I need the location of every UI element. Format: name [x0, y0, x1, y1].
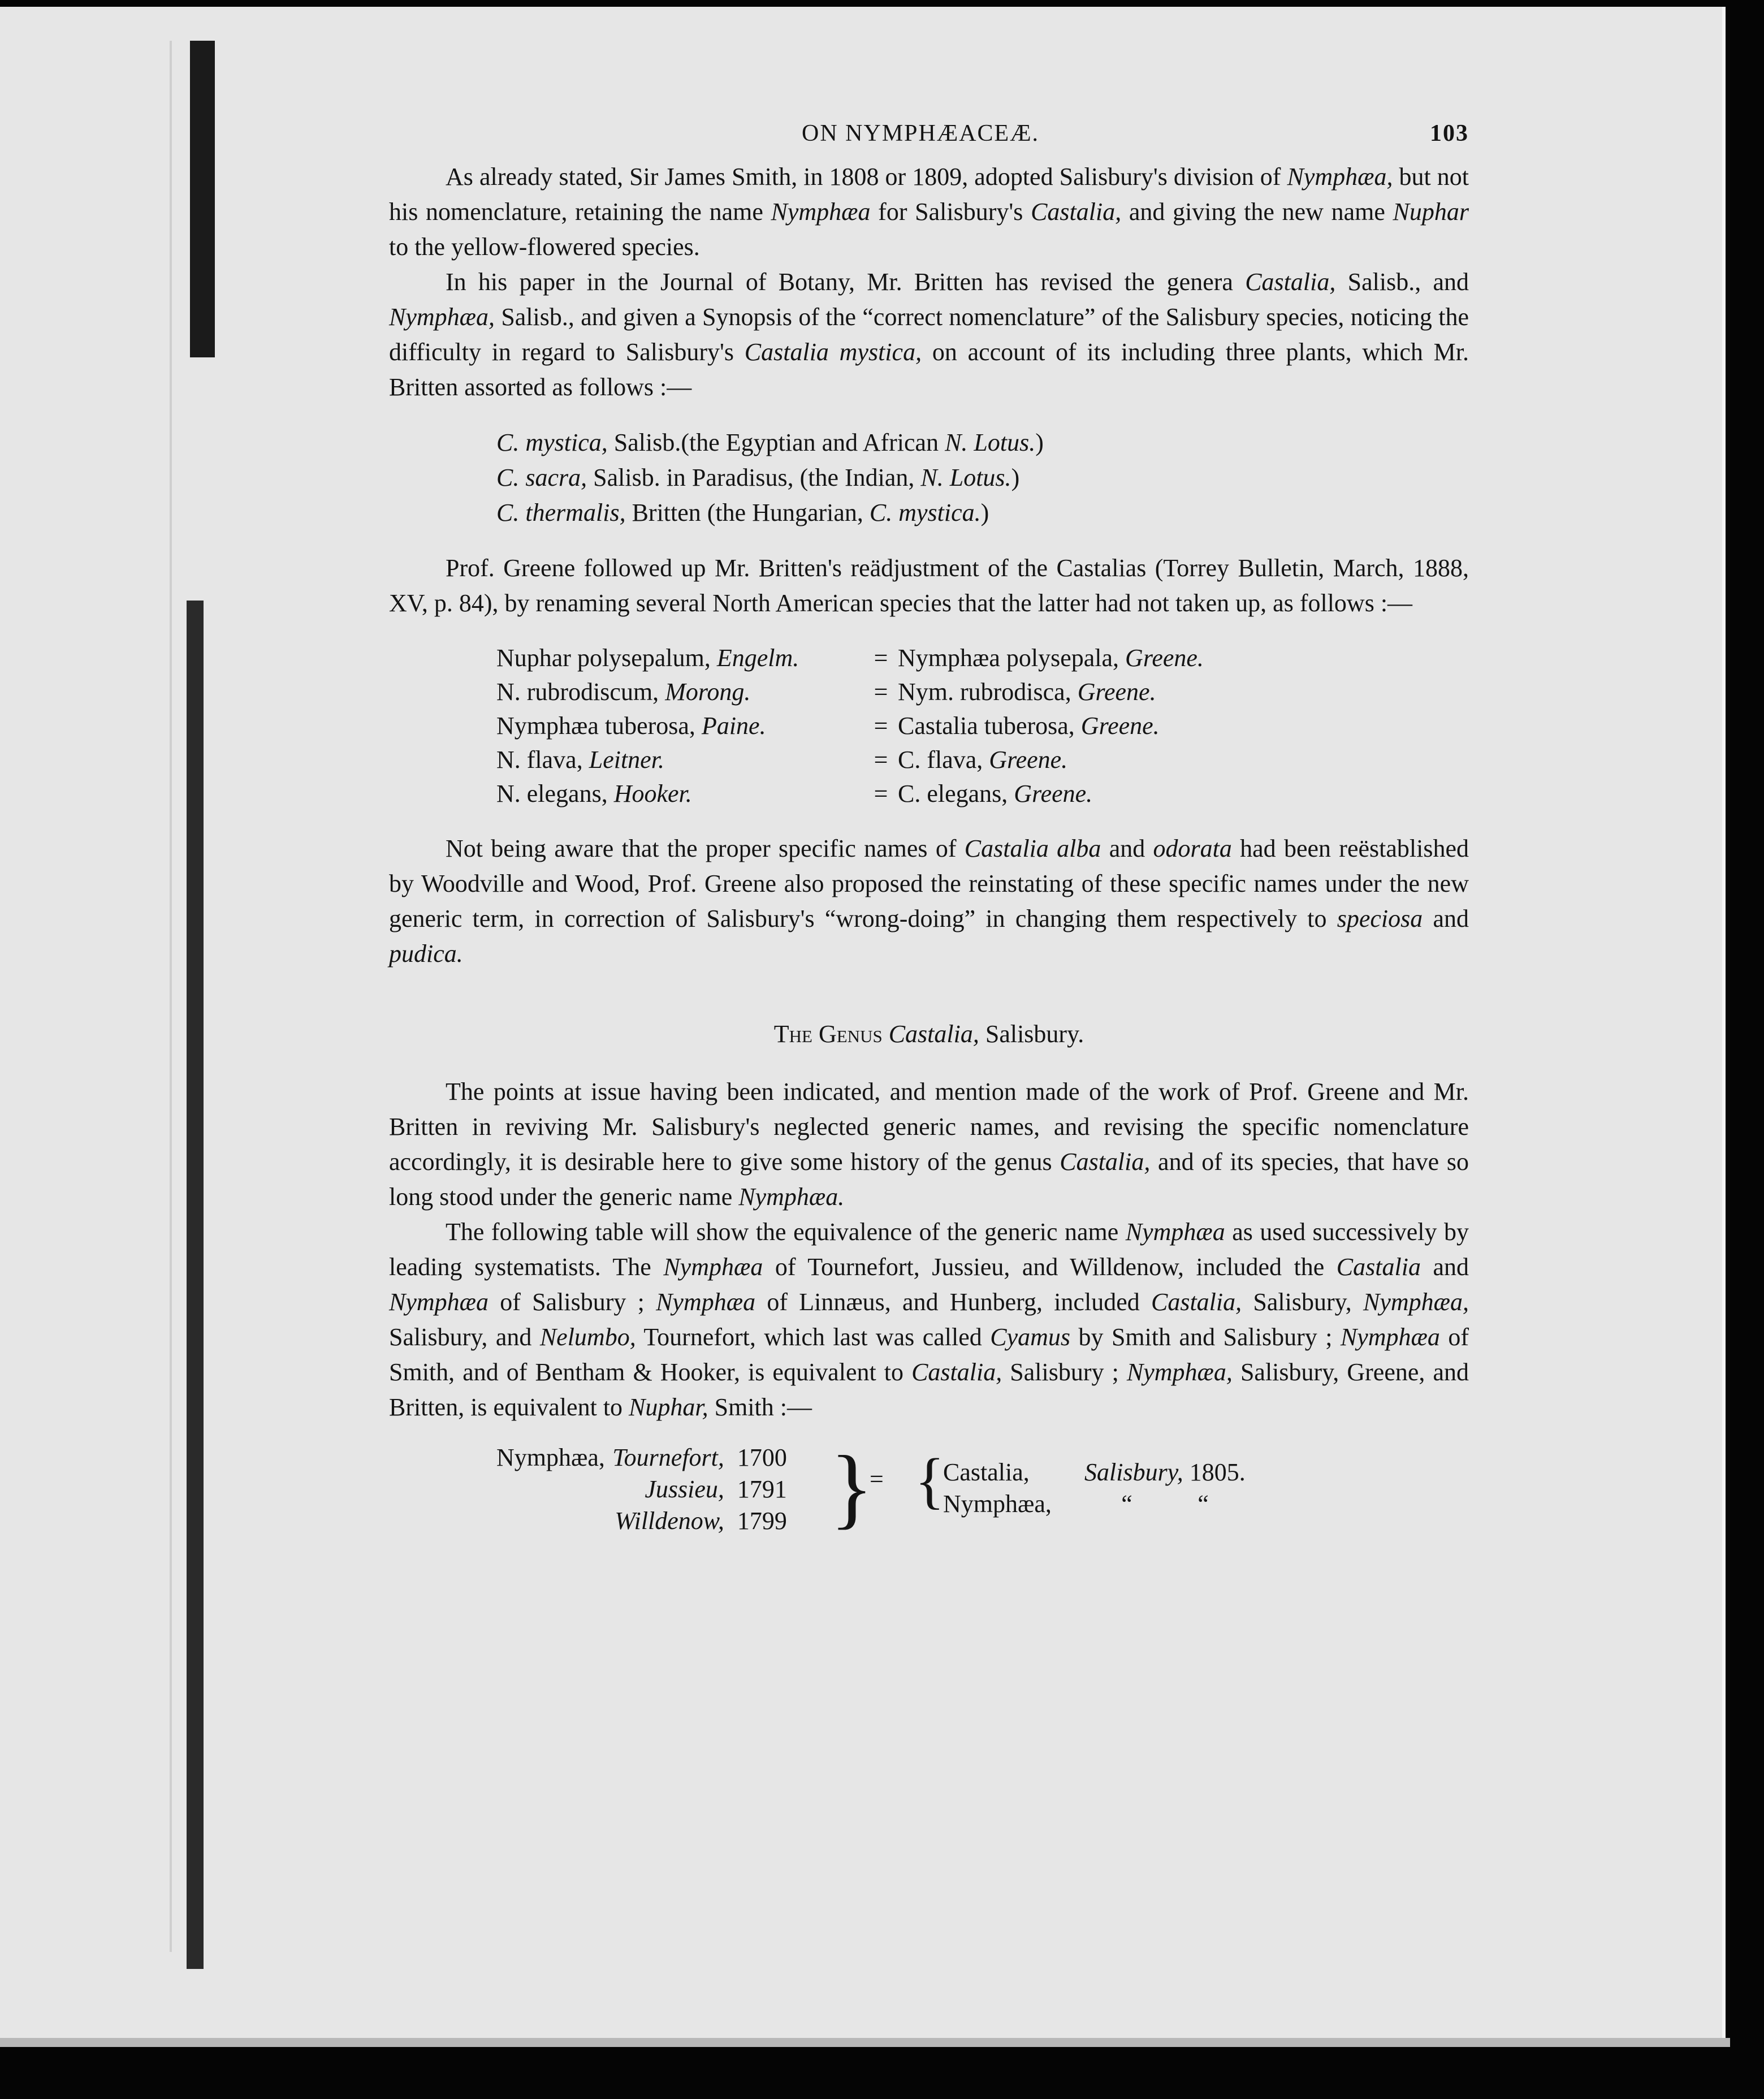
genus-left-column	[496, 1442, 787, 1537]
page-sheet	[0, 7, 1726, 2040]
section-heading: The Genus Castalia, Salisbury.	[773, 1020, 1084, 1048]
equals-sign: =	[870, 1465, 884, 1493]
paragraph-specific-names: Not being aware that the proper specific names of Castalia alba and odorata had been reëstablished by Woodville and Wood, Prof. Greene also proposed the reinstating of these specific names under the new generic term, in correction of Salisbury's “wrong-doing” in changing them respectively to speciosa and pudica.	[389, 835, 1469, 968]
table-row: N. elegans, Hooker. = C. elegans, Greene.	[496, 780, 1093, 807]
list-item: Nymphæa, Tournefort, 1700	[496, 1444, 787, 1471]
running-header	[389, 120, 1469, 159]
table-row: N. rubrodiscum, Morong. = Nym. rubrodisca, Greene.	[496, 678, 1156, 706]
list-item: C. thermalis, Britten (the Hungarian, C. mystica.)	[496, 499, 989, 526]
binding-gutter-lower	[187, 601, 204, 1969]
page-fold-line	[170, 41, 172, 1952]
genus-right-column	[943, 1457, 1246, 1520]
list-item: Willdenow, 1799	[615, 1507, 787, 1535]
page-number: 103	[1430, 120, 1469, 146]
paragraph-greene: Prof. Greene followed up Mr. Britten's reädjustment of the Castalias (Torrey Bulletin, March, 1888, XV, p. 84), by renaming several North American species that the latter had not taken up, as follows :—	[389, 554, 1469, 617]
list-item: C. mystica, Salisb.(the Egyptian and African N. Lotus.)	[496, 429, 1044, 456]
left-brace-glyph: {	[915, 1446, 945, 1515]
table-row: Nymphæa tuberosa, Paine. = Castalia tuberosa, Greene.	[496, 712, 1160, 740]
paragraph-smith: As already stated, Sir James Smith, in 1808 or 1809, adopted Salisbury's division of Nymphæa, but not his nomenclature, retaining the name Nymphæa for Salisbury's Castalia, and giving the new name Nuphar to the yellow-flowered species.	[389, 163, 1469, 261]
table-row: N. flava, Leitner. = C. flava, Greene.	[496, 746, 1068, 774]
paragraph-points-at-issue: The points at issue having been indicated, and mention made of the work of Prof. Greene and Mr. Britten in reviving Mr. Salisbury's neglected generic names, and revising the specific nomenclature accordingly, it is desirable here to give some history of the genus Castalia, and of its species, that have so long stood under the generic name Nymphæa.	[389, 1078, 1469, 1211]
table-row: Nuphar polysepalum, Engelm. = Nymphæa polysepala, Greene.	[496, 644, 1204, 672]
list-item: C. sacra, Salisb. in Paradisus, (the Indian, N. Lotus.)	[496, 464, 1020, 491]
list-item: Castalia, Salisbury, 1805.	[943, 1458, 1246, 1486]
paragraph-equivalence: The following table will show the equivalence of the generic name Nymphæa as used successively by leading systematists. The Nymphæa of Tournefort, Jussieu, and Willdenow, included the Castalia and Nymphæa of Salisbury ; Nymphæa of Linnæus, and Hunberg, included Castalia, Salisbury, Nymphæa, Salisbury, and Nelumbo, Tournefort, which last was called Cyamus by Smith and Salisbury ; Nymphæa of Smith, and of Bentham & Hooker, is equivalent to Castalia, Salisbury ; Nymphæa, Salisbury, Greene, and Britten, is equivalent to Nuphar, Smith :—	[389, 1218, 1469, 1421]
binding-gutter-upper	[190, 41, 215, 357]
britten-species-list	[496, 425, 1469, 530]
list-item: Nymphæa, “ “	[943, 1490, 1209, 1518]
running-title: ON NYMPHÆACEÆ.	[802, 120, 1040, 146]
greene-renaming-table	[496, 641, 1204, 811]
page-bottom-edge	[0, 2038, 1730, 2047]
page-content	[389, 120, 1469, 1566]
right-brace-glyph: }	[830, 1437, 874, 1537]
list-item: Jussieu, 1791	[645, 1475, 787, 1503]
paragraph-britten: In his paper in the Journal of Botany, Mr. Britten has revised the genera Castalia, Salisb., and Nymphæa, Salisb., and given a Synopsis of the “correct nomenclature” of the Salisbury species, noticing the difficulty in regard to Salisbury's Castalia mystica, on account of its including three plants, which Mr. Britten assorted as follows :—	[389, 268, 1469, 401]
genus-equivalence-table	[496, 1437, 1469, 1566]
